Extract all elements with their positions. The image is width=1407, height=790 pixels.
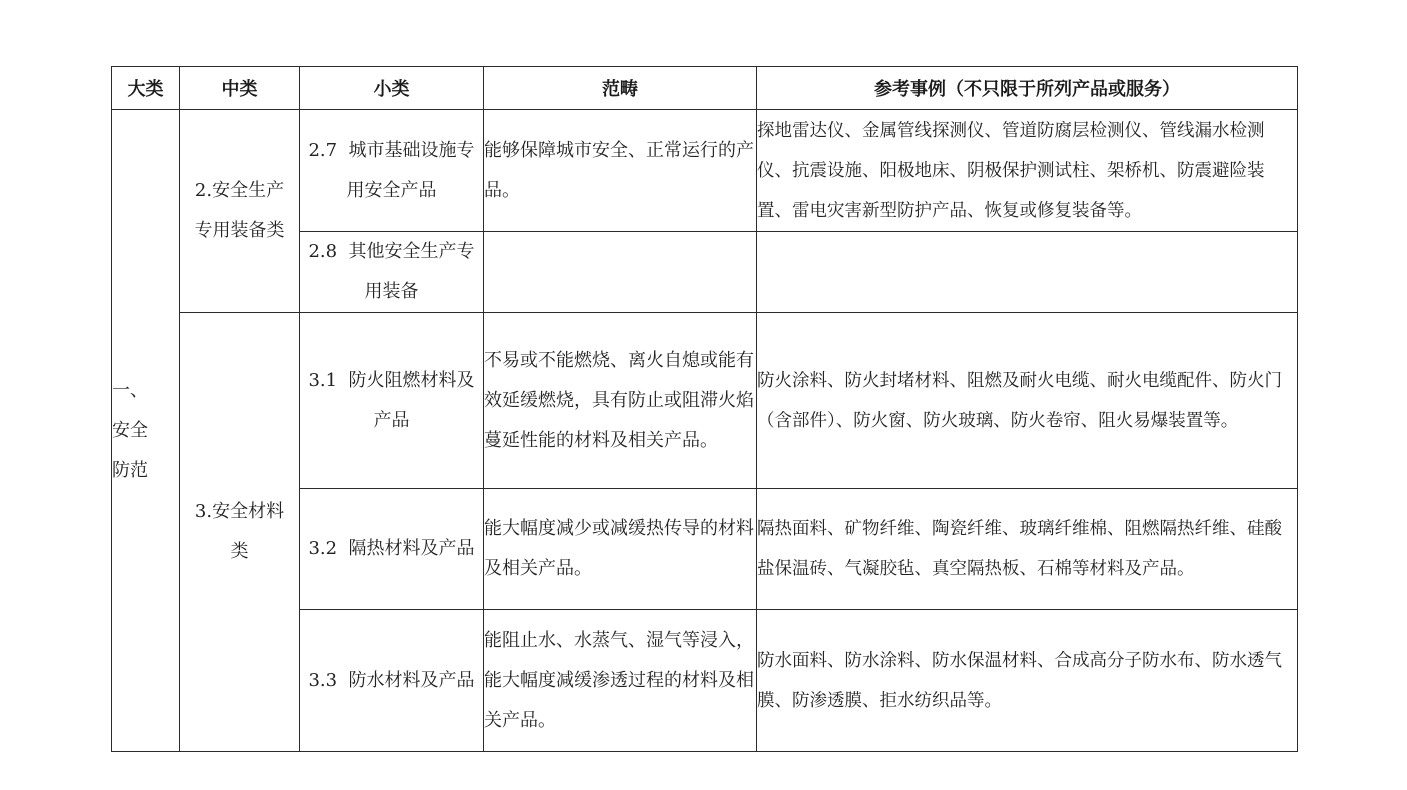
scope-cell: 能阻止水、水蒸气、湿气等浸入，能大幅度减缓渗透过程的材料及相关产品。 [484,610,757,752]
sub-category-cell [300,313,484,489]
table-row [112,313,1298,489]
header-mid: 中类 [180,67,300,110]
table-row [112,110,1298,232]
mid-category-cell [180,313,300,752]
examples-cell: 防火涂料、防火封堵材料、阻燃及耐火电缆、耐火电缆配件、防火门（含部件）、防火窗、防火玻璃、防火卷帘、阻火易爆装置等。 [757,313,1298,489]
sub-category-code: 2.7 [308,139,338,161]
sub-category-cell [300,610,484,752]
header-major: 大类 [112,67,180,110]
major-category-cell [112,110,180,752]
mid-category-line: 类 [230,541,249,562]
sub-category-cell [300,110,484,232]
scope-cell [484,232,757,313]
header-scope: 范畴 [484,67,757,110]
header-examples: 参考事例（不只限于所列产品或服务） [757,67,1298,110]
examples-cell [757,232,1298,313]
sub-category-name: 隔热材料及产品 [348,538,475,559]
scope-cell: 能够保障城市安全、正常运行的产品。 [484,110,757,232]
examples-cell: 探地雷达仪、金属管线探测仪、管道防腐层检测仪、管线漏水检测仪、抗震设施、阳极地床、阴极保护测试柱、架桥机、防震避险装置、雷电灾害新型防护产品、恢复或修复装备等。 [757,110,1298,232]
major-category-line: 安全 [112,419,148,441]
sub-category-code: 3.3 [308,669,338,691]
examples-cell: 隔热面料、矿物纤维、陶瓷纤维、玻璃纤维棉、阻燃隔热纤维、硅酸盐保温砖、气凝胶毡、真空隔热板、石棉等材料及产品。 [757,489,1298,610]
sub-category-code: 3.1 [308,369,338,391]
sub-category-code: 3.2 [308,538,338,559]
mid-category-line: 专用装备类 [194,220,285,241]
scope-cell: 能大幅度减少或减缓热传导的材料及相关产品。 [484,489,757,610]
examples-cell: 防水面料、防水涂料、防水保温材料、合成高分子防水布、防水透气膜、防渗透膜、拒水纺织品等。 [757,610,1298,752]
header-row [112,67,1298,110]
sub-category-name: 城市基础设施专用安全产品 [346,139,475,201]
header-sub: 小类 [300,67,484,110]
sub-category-name: 防水材料及产品 [348,669,475,691]
sub-category-name: 防火阻燃材料及产品 [348,369,475,431]
mid-category-line: 3.安全材料 [194,501,285,522]
sub-category-code: 2.8 [308,241,338,262]
mid-category-line: 2.安全生产 [194,180,285,201]
major-category-line: 一、 [112,379,148,401]
sub-category-cell [300,489,484,610]
sub-category-name: 其他安全生产专用装备 [348,241,475,302]
mid-category-cell [180,110,300,313]
sub-category-cell [300,232,484,313]
scope-cell: 不易或不能燃烧、离火自熄或能有效延缓燃烧，具有防止或阻滞火焰蔓延性能的材料及相关产品。 [484,313,757,489]
category-table [111,66,1298,752]
major-category-line: 防范 [112,459,148,481]
